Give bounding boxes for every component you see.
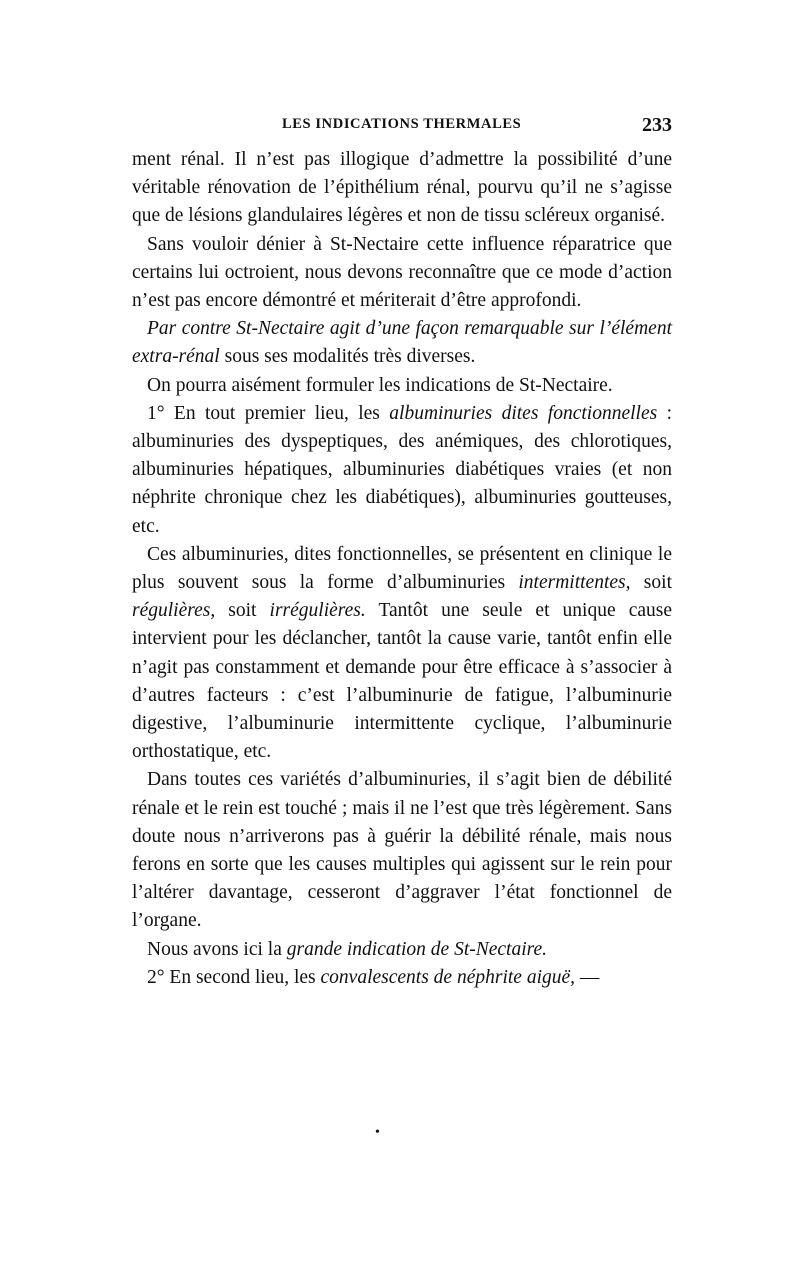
- paragraph: [132, 146, 672, 231]
- text-run: Nous avons ici la: [147, 938, 287, 960]
- paragraph: [132, 766, 672, 935]
- text-run: ment rénal. Il n’est pas illogique d’admettre la possibilité d’une véritable rénovation de l’épithélium rénal, pourvu qu’il ne s’agisse que de lésions glandulaires légères et non de tissu scléreux organisé.: [132, 149, 672, 227]
- paragraph: [132, 936, 672, 964]
- paragraph: [132, 541, 672, 767]
- page-number: 233: [642, 114, 672, 136]
- italic-run: irrégulières.: [269, 600, 366, 622]
- text-run: Tantôt une seule et unique cause intervient pour les déclancher, tantôt la cause varie, tantôt enfin elle n’agit pas constamment et demande pour être efficace à s’associer à d’autres facteurs : c’est l’albuminurie de fatigue, l’albuminurie digestive, l’albuminurie intermittente cyclique, l’albuminurie orthostatique, etc.: [132, 600, 672, 763]
- text-run: : albuminuries des dyspeptiques, des anémiques, des chlorotiques, albuminuries hépatiques, albuminuries diabétiques vraies (et non néphrite chronique chez les diabétiques), albuminuries goutteuses, etc.: [132, 402, 673, 537]
- running-title: LES INDICATIONS THERMALES: [282, 116, 522, 132]
- text-run: soit: [630, 572, 672, 594]
- text-run: Ces albuminuries, dites fonctionnelles, se présentent en clinique le plus souvent sous la forme d’albuminuries: [132, 543, 672, 594]
- text-run: 1° En tout premier lieu, les: [147, 402, 390, 424]
- italic-run: Par contre St-Nectaire agit d’une façon remarquable sur l’élément extra-rénal: [132, 318, 672, 368]
- paragraph: [132, 315, 672, 371]
- paragraph: [132, 231, 672, 316]
- text-run: soit: [215, 600, 270, 622]
- paragraph: [132, 964, 672, 992]
- text-run: Dans toutes ces variétés d’albuminuries, il s’agit bien de débilité rénale et le rein est touché ; mais il ne l’est que très légèrement. Sans doute nous n’arriverons pas à guérir la débilité rénale, mais nous ferons en sorte que les causes multiples qui agissent sur le rein pour l’altérer davantage, cesseront d’aggraver l’état fonctionnel de l’organe.: [132, 769, 672, 932]
- italic-run: grande indication de St-Nectaire.: [286, 938, 548, 960]
- text-run: On pourra aisément formuler les indications de St-Nectaire.: [147, 374, 613, 396]
- text-run: Sans vouloir dénier à St-Nectaire cette influence réparatrice que certains lui octroient, nous devons reconnaître que ce mode d’action n’est pas encore démontré et mériterait d’être approfondi.: [132, 233, 672, 312]
- italic-run: régulières,: [132, 600, 216, 622]
- italic-run: convalescents de néphrite aiguë,: [320, 966, 576, 988]
- text-run: —: [575, 966, 600, 988]
- text-run: sous ses modalités très diverses.: [219, 346, 476, 368]
- italic-run: albuminuries dites fonctionnelles: [389, 402, 658, 424]
- italic-run: intermittentes,: [518, 572, 631, 594]
- paragraph: [132, 400, 672, 541]
- text-run: 2° En second lieu, les: [147, 966, 321, 988]
- running-head: [132, 114, 672, 140]
- footer-mark: •: [375, 1125, 380, 1140]
- body-text: [132, 146, 672, 992]
- paragraph: [132, 372, 672, 400]
